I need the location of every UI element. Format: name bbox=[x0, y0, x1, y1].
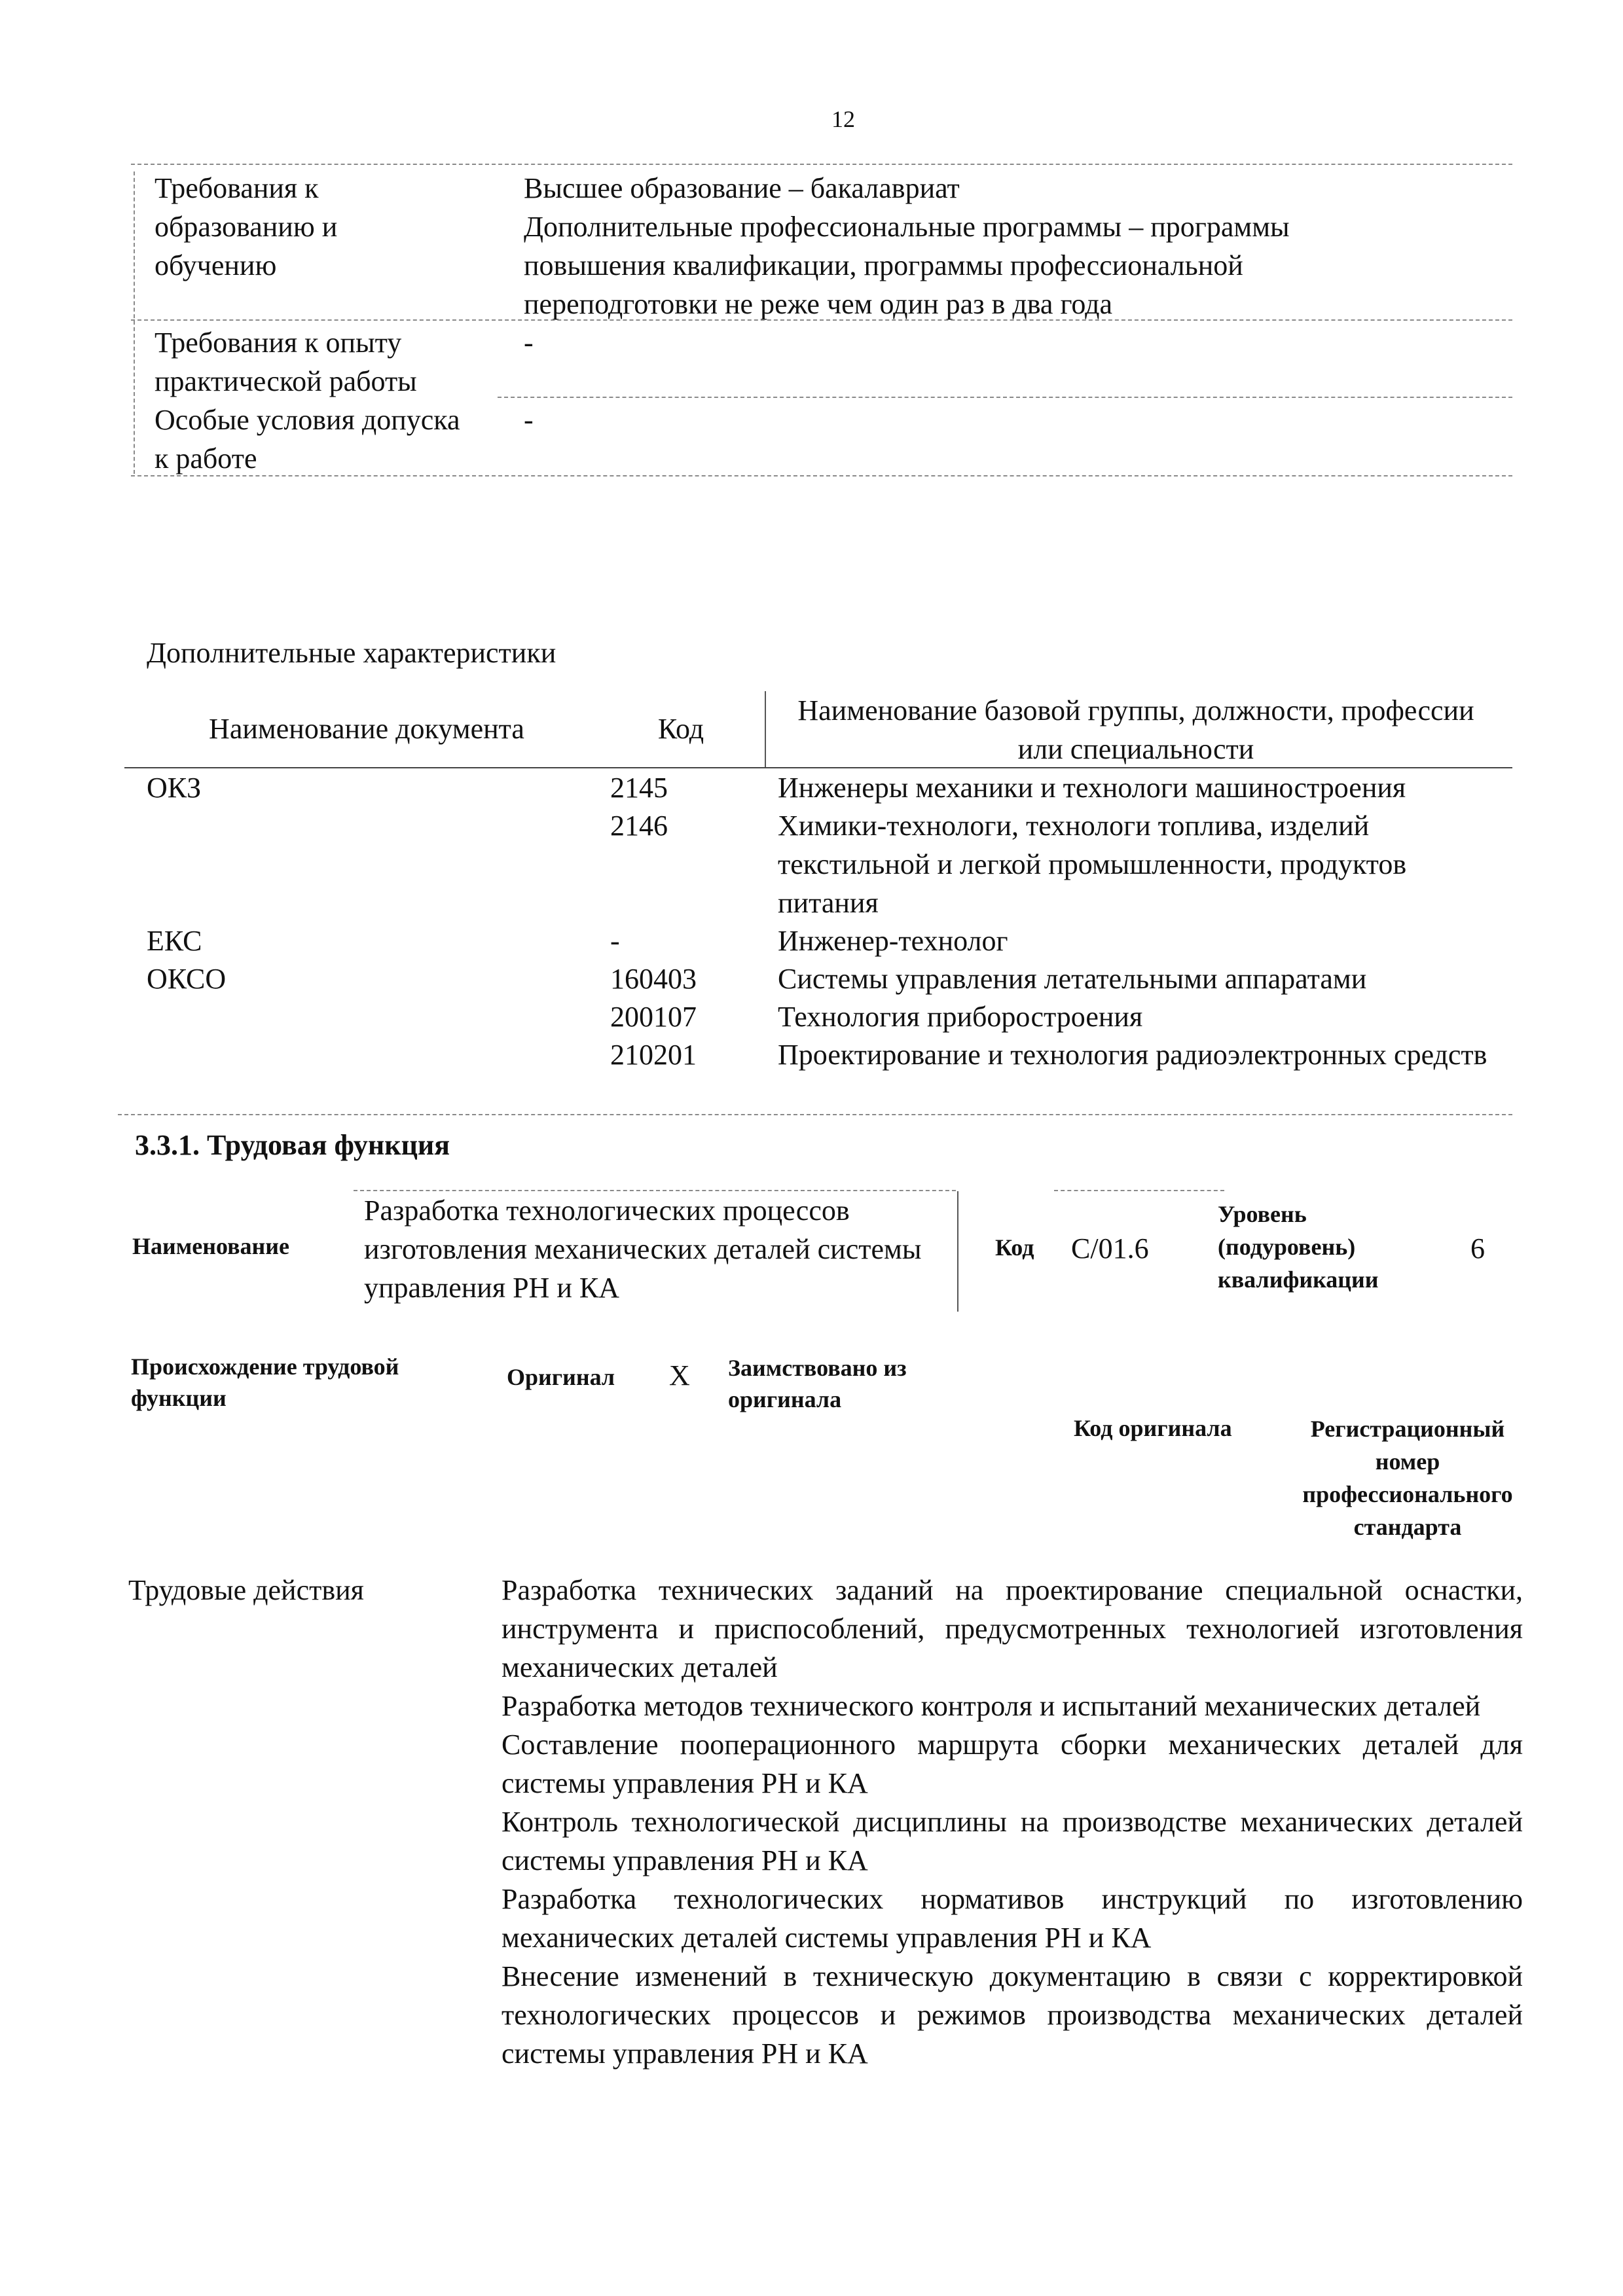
actions-list bbox=[501, 1571, 1523, 2073]
header-code: Код bbox=[657, 713, 704, 745]
section-heading: 3.3.1. Трудовая функция bbox=[135, 1129, 450, 1161]
header-name: Наименование базовой группы, должности, профессии или специальности bbox=[797, 694, 1474, 765]
row-4-name: Системы управления летательными аппаратами bbox=[778, 963, 1367, 995]
reg-number-label: Регистрационный номер профессионального стандарта bbox=[1302, 1416, 1513, 1540]
level-label: Уровень (подуровень) квалификации bbox=[1218, 1201, 1379, 1293]
experience-label: Требования к опыту практической работы bbox=[155, 327, 417, 397]
action-item: Разработка методов технического контроля и испытаний механических деталей bbox=[501, 1690, 1481, 1722]
row-1-name: Инженеры механики и технологи машиностроения bbox=[778, 772, 1406, 804]
education-label: Требования к образованию и обучению bbox=[155, 172, 338, 281]
row-3-doc: ЕКС bbox=[147, 925, 202, 957]
row-6-name: Проектирование и технология радиоэлектронных средств bbox=[778, 1039, 1487, 1071]
borrowed-label: Заимствовано из оригинала bbox=[728, 1355, 907, 1412]
row-5-code: 200107 bbox=[610, 1001, 697, 1033]
original-mark: X bbox=[669, 1359, 690, 1391]
orig-code-label: Код оригинала bbox=[1074, 1415, 1232, 1441]
row-3-code: - bbox=[610, 925, 620, 957]
code-value: C/01.6 bbox=[1071, 1232, 1149, 1265]
row-2-code: 2146 bbox=[610, 810, 668, 842]
special-value: - bbox=[524, 404, 534, 436]
action-item: Разработка технологических нормативов инструкций по изготовлению механических деталей системы управления РН и КА bbox=[501, 1883, 1523, 1954]
row-2-name: Химики-технологи, технологи топлива, изделий текстильной и легкой промышленности, продуктов питания bbox=[778, 810, 1407, 919]
code-label: Код bbox=[995, 1234, 1034, 1261]
education-line-1: Высшее образование – бакалавриат bbox=[524, 172, 960, 204]
name-box-right bbox=[957, 1191, 958, 1312]
table-top-border bbox=[131, 164, 1512, 165]
row-divider bbox=[498, 397, 1512, 398]
header-document: Наименование документа bbox=[209, 713, 524, 745]
action-item: Разработка технических заданий на проектирование специальной оснастки, инструмента и приспособлений, предусмотренных технологией изготовления механических деталей bbox=[501, 1574, 1523, 1683]
education-value bbox=[524, 169, 1414, 323]
table-bottom-border bbox=[131, 475, 1512, 476]
name-label: Наименование bbox=[132, 1233, 289, 1259]
code-box-top bbox=[1054, 1190, 1224, 1191]
row-divider bbox=[131, 319, 1512, 321]
action-item: Внесение изменений в техническую документацию в связи с корректировкой технологических процессов и режимов производства механических деталей системы управления РН и КА bbox=[501, 1960, 1523, 2070]
row-1-code: 2145 bbox=[610, 772, 668, 804]
row-4-doc: ОКСО bbox=[147, 963, 227, 995]
function-name: Разработка технологических процессов изготовления механических деталей системы управления РН и КА bbox=[364, 1194, 922, 1304]
additional-title: Дополнительные характеристики bbox=[147, 637, 556, 669]
row-4-code: 160403 bbox=[610, 963, 697, 995]
origin-label: Происхождение трудовой функции bbox=[131, 1354, 399, 1411]
row-3-name: Инженер-технолог bbox=[778, 925, 1008, 957]
actions-label: Трудовые действия bbox=[128, 1574, 364, 1606]
original-label: Оригинал bbox=[507, 1364, 615, 1390]
level-value: 6 bbox=[1470, 1232, 1485, 1265]
row-6-code: 210201 bbox=[610, 1039, 697, 1071]
special-label: Особые условия допуска к работе bbox=[155, 404, 460, 475]
row-5-name: Технология приборостроения bbox=[778, 1001, 1143, 1033]
action-item: Контроль технологической дисциплины на производстве механических деталей системы управления РН и КА bbox=[501, 1806, 1523, 1876]
table-left-border bbox=[134, 171, 135, 474]
page-number: 12 bbox=[831, 106, 855, 132]
row-1-doc: ОКЗ bbox=[147, 772, 202, 804]
education-line-2: Дополнительные профессиональные программы – программы повышения квалификации, программы профессиональной переподготовки не реже чем один раз в два года bbox=[524, 211, 1290, 320]
experience-value: - bbox=[524, 327, 534, 359]
table-bottom-border bbox=[118, 1114, 1512, 1115]
action-item: Составление пооперационного маршрута сборки механических деталей для системы управления РН и КА bbox=[501, 1729, 1523, 1799]
header-divider bbox=[765, 691, 766, 767]
